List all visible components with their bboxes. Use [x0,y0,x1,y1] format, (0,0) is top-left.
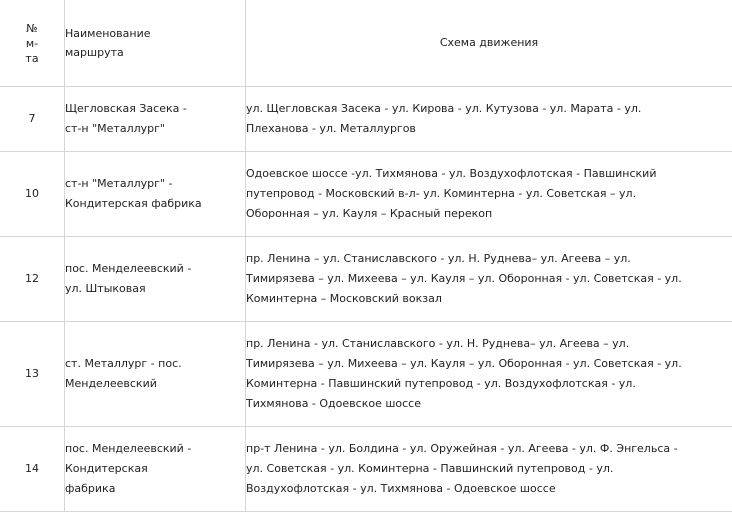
route-scheme-text: пр. Ленина – ул. Станиславского - ул. Н. Руднева– ул. Агеева – ул. Тимирязева – ул. Михеева – ул. Кауля – ул. Оборонная - ул. Советская - ул. Коминтерна – Московский вокзал [246,252,682,305]
header-route-scheme-label: Схема движения [439,36,539,49]
table-row [0,322,732,427]
header-route-scheme [246,0,732,87]
route-name-text: Щегловская Засека - ст-н "Металлург" [65,102,187,135]
header-route-name [65,0,246,87]
route-number: 12 [0,237,65,322]
route-number: 10 [0,152,65,237]
route-name-text: ст-н "Металлург" - Кондитерская фабрика [65,177,202,210]
route-number: 7 [0,87,65,152]
route-scheme-text: пр-т Ленина - ул. Болдина - ул. Оружейная - ул. Агеева - ул. Ф. Энгельса - ул. Советская - ул. Коминтерна - Павшинский путепровод - ул. Воздухофлотская - ул. Тихмянова - Одоевское шоссе [246,442,678,495]
table-row [0,87,732,152]
route-scheme [246,237,732,322]
route-scheme-text: Одоевское шоссе -ул. Тихмянова - ул. Воздухофлотская - Павшинский путепровод - Московский в-л- ул. Коминтерна - ул. Советская – ул. Оборонная – ул. Кауля – Красный перекоп [246,167,657,220]
route-scheme [246,87,732,152]
route-name [65,427,246,512]
route-name-text: ст. Металлург - пос. Менделеевский [65,357,182,390]
route-name-text: пос. Менделеевский - ул. Штыковая [65,262,192,295]
table-row [0,152,732,237]
table-header-row [0,0,732,87]
route-name [65,322,246,427]
route-scheme [246,322,732,427]
route-name [65,87,246,152]
table-row [0,427,732,512]
route-scheme [246,152,732,237]
header-route-number-label: № м-та [25,21,39,65]
route-number: 13 [0,322,65,427]
header-route-number [0,0,65,87]
route-name [65,237,246,322]
route-scheme-text: ул. Щегловская Засека - ул. Кирова - ул. Кутузова - ул. Марата - ул. Плеханова - ул. Металлургов [246,102,642,135]
route-scheme [246,427,732,512]
header-route-name-label: Наименование маршрута [65,27,151,59]
table-row [0,237,732,322]
route-scheme-text: пр. Ленина - ул. Станиславского - ул. Н. Руднева– ул. Агеева – ул. Тимирязева – ул. Михеева – ул. Кауля – ул. Оборонная - ул. Советская - ул. Коминтерна - Павшинский путепровод - ул. Воздухофлотская - ул. Тихмянова - Одоевское шоссе [246,337,682,410]
route-name-text: пос. Менделеевский - Кондитерская фабрика [65,442,192,495]
route-number: 14 [0,427,65,512]
route-name [65,152,246,237]
